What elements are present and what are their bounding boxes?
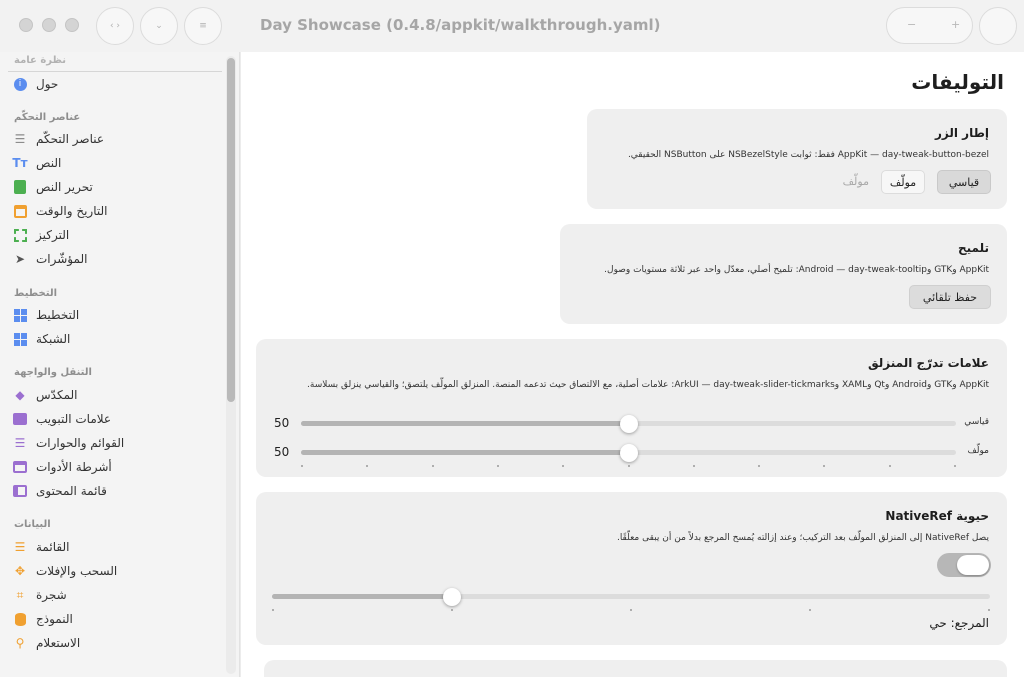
sidebar-item-drag-drop[interactable] (12, 560, 117, 582)
slider-tick (497, 465, 499, 467)
sidebar-item-label: التاريخ والوقت (36, 204, 108, 218)
slider-tick (366, 465, 368, 467)
slider-tweaked-label: مولّف (967, 446, 989, 456)
card-slider-tickmarks (256, 339, 1007, 477)
sidebar-item-content-list[interactable] (12, 480, 107, 502)
card-title: حيوية NativeRef (885, 509, 989, 523)
page-title: التوليفات (911, 70, 1004, 94)
drag-icon: ✥ (14, 564, 26, 578)
sidebar-item-label: التخطيط (36, 308, 80, 322)
query-icon: ⚲ (15, 636, 25, 650)
slider-tick (823, 465, 825, 467)
zoom-out-icon[interactable]: − (907, 18, 917, 31)
slider-tick (451, 609, 453, 611)
window-title: Day Showcase (0.4.8/appkit/walkthrough.yaml) (260, 16, 661, 34)
sidebar-item-label: تحرير النص (36, 180, 93, 194)
chevrons-icon: ‹ › (109, 21, 121, 31)
sidebar-section-layout: التخطيط (14, 288, 58, 299)
more-button[interactable] (979, 7, 1017, 45)
sidebar-item-label: حول (36, 77, 59, 91)
slider-standard[interactable] (301, 413, 956, 433)
list-icon: ☰ (14, 540, 26, 554)
slider-tick (562, 465, 564, 467)
slider-tick (988, 609, 990, 611)
close-window-button[interactable] (19, 18, 33, 32)
card-title: إطار الزر (935, 126, 989, 140)
slider-tick (809, 609, 811, 611)
sidebar-item-label: المؤشّرات (36, 252, 88, 266)
slider-thumb[interactable] (620, 444, 638, 462)
sidebar-item-label: قائمة المحتوى (36, 484, 107, 498)
sidebar-item-text-edit[interactable] (12, 176, 93, 198)
sidebar-item-label: القائمة (36, 540, 70, 554)
card-description: AppKit وGTK وAndroid — day-tweak-tooltip: تلميح أصلي، معدّل واحد عبر ثلاثة مستويات وصول. (604, 265, 989, 275)
layout-icon (12, 307, 28, 323)
sidebar-item-label: الشبكة (36, 332, 71, 346)
sidebar-item-toolbars[interactable] (12, 456, 112, 478)
sidebar-item-label: الاستعلام (36, 636, 81, 650)
zoom-control[interactable] (886, 7, 973, 44)
sidebar-item-label: أشرطة الأدوات (36, 460, 112, 474)
sidebar-scrollbar[interactable] (226, 56, 236, 674)
sidebar-item-tabs[interactable] (12, 408, 111, 430)
slider-fill (301, 450, 629, 455)
bezel-tweaked-borderless-button[interactable]: مولّف (842, 174, 869, 188)
sidebar-item-layout[interactable] (12, 304, 79, 326)
sidebar-item-label: النص (36, 156, 62, 170)
zoom-in-icon[interactable]: + (951, 18, 961, 31)
tabs-icon (12, 411, 28, 427)
database-icon (12, 611, 28, 627)
nativeref-status: المرجع: حي (929, 616, 989, 630)
slider-tick (954, 465, 956, 467)
sidebar-item-focus[interactable] (12, 224, 69, 246)
card-title: تلميح (958, 241, 989, 255)
slider-tick (889, 465, 891, 467)
sidebar-item-stack[interactable] (12, 384, 78, 406)
sidebar-item-tree[interactable] (12, 584, 67, 606)
nativeref-toggle[interactable] (937, 553, 991, 577)
bezel-tweaked-button[interactable]: مولّف (881, 170, 925, 194)
slider-fill (272, 594, 452, 599)
slider-tick (272, 609, 274, 611)
sidebar-item-pointers[interactable] (12, 248, 87, 270)
slider-fill (301, 421, 629, 426)
card-nativeref (256, 492, 1007, 645)
sidebar-item-label: القوائم والحوارات (36, 436, 125, 450)
sidebar-item-model[interactable] (12, 608, 73, 630)
slider-tick (630, 609, 632, 611)
sidebar-item-label: التركيز (36, 228, 70, 242)
dropdown-button[interactable] (140, 7, 178, 45)
sidebar-item-label: النموذج (36, 612, 73, 626)
bezel-standard-button[interactable]: قياسي (937, 170, 991, 194)
minimize-window-button[interactable] (42, 18, 56, 32)
navigation-button[interactable] (96, 7, 134, 45)
slider-tick (432, 465, 434, 467)
card-title: علامات تدرّج المنزلق (867, 356, 989, 370)
sidebar-item-label: عناصر التحكّم (36, 132, 105, 146)
slider-thumb[interactable] (620, 415, 638, 433)
card-tooltip (560, 224, 1007, 324)
slider-tick (301, 465, 303, 467)
zoom-window-button[interactable] (65, 18, 79, 32)
columns-icon (12, 483, 28, 499)
toolbar-icon (12, 459, 28, 475)
grid-icon (12, 331, 28, 347)
sliders-icon: ☰ (14, 132, 26, 146)
sidebar (0, 52, 240, 677)
card-description: AppKit وGTK وAndroid وQt وXAML وArkUI — day-tweak-slider-tickmarks: علامات أصلية، مع الالتصاق حيث تدعمه المنصة. المنزلق المولّف يلتصق؛ والقياسي ينزلق بسلاسة. (307, 380, 989, 390)
main-content (241, 52, 1024, 677)
calendar-icon (12, 203, 28, 219)
card-description: AppKit — day-tweak-button-bezel فقط: ثوابت NSBezelStyle على NSButton الحقيقي. (627, 150, 989, 160)
sidebar-section-data: البيانات (14, 519, 51, 530)
sidebar-section-controls: عناصر التحكّم (14, 112, 81, 123)
sidebar-toggle-button[interactable] (184, 7, 222, 45)
menu-icon: ≡ (199, 21, 207, 31)
slider-thumb[interactable] (443, 588, 461, 606)
info-icon: i (12, 76, 28, 92)
card-button-bezel (587, 109, 1007, 209)
chevron-down-icon: ⌄ (155, 21, 163, 31)
sidebar-item-label: شجرة (36, 588, 67, 602)
sidebar-item-label: المكدّس (36, 388, 78, 402)
slider-tick (693, 465, 695, 467)
tree-icon: ⌗ (16, 587, 24, 602)
sidebar-scrollbar-thumb[interactable] (227, 58, 235, 402)
divider (8, 71, 222, 72)
slider-tweaked-value: 50 (274, 445, 290, 459)
sidebar-section-overview: نظرة عامة (14, 55, 66, 66)
nativeref-slider[interactable] (272, 586, 990, 606)
sidebar-item-query[interactable] (12, 632, 80, 654)
sidebar-item-text[interactable] (12, 152, 61, 174)
sidebar-item-about[interactable] (12, 73, 58, 95)
edit-text-icon (12, 179, 28, 195)
sidebar-item-label: السحب والإفلات (36, 564, 118, 578)
card-next (264, 660, 1007, 677)
slider-tick (758, 465, 760, 467)
sidebar-item-date-time[interactable] (12, 200, 107, 222)
card-description: يصل NativeRef إلى المنزلق المولّف بعد التركيب؛ وعند إزالته يُمسح المرجع بدلاً من أن يبقى معلّقًا. (616, 533, 989, 543)
focus-icon (12, 227, 28, 243)
stack-icon: ◆ (15, 388, 25, 402)
pointer-icon: ➤ (14, 252, 26, 266)
sidebar-item-grid[interactable] (12, 328, 70, 350)
text-icon: Tт (12, 156, 28, 170)
menu-icon: ☰ (14, 436, 26, 450)
toggle-knob (957, 555, 989, 575)
sidebar-section-navigation: التنقل والواجهة (14, 367, 92, 378)
slider-standard-value: 50 (274, 416, 290, 430)
slider-tweaked[interactable] (301, 442, 956, 462)
sidebar-item-list[interactable] (12, 536, 69, 558)
autosave-button[interactable]: حفظ تلقائي (909, 285, 991, 309)
slider-tick (628, 465, 630, 467)
slider-standard-label: قياسي (964, 417, 989, 427)
sidebar-item-menus[interactable] (12, 432, 124, 454)
title-bar (0, 0, 1024, 52)
sidebar-item-label: علامات التبويب (36, 412, 112, 426)
sidebar-item-controls[interactable] (12, 128, 104, 150)
